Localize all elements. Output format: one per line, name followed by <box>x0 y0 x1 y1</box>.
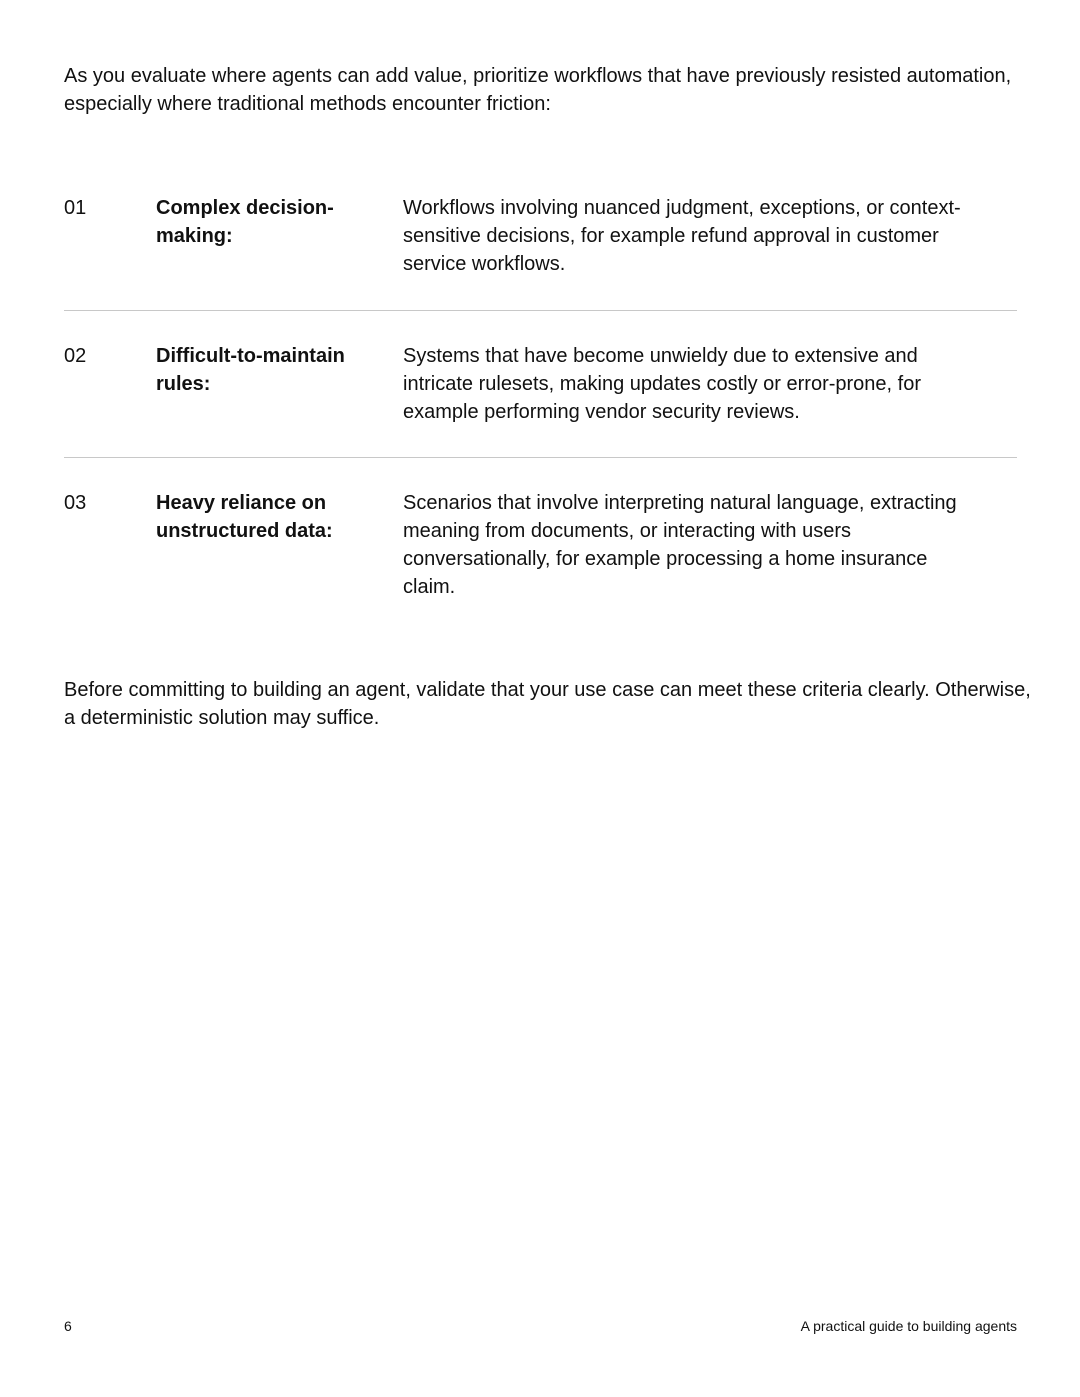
criteria-label: Heavy reliance on unstructured data: <box>156 492 333 542</box>
criteria-description: Systems that have become unwieldy due to extensive and intricate rulesets, making updates costly or error-prone, for example performing vendor security reviews. <box>403 345 921 423</box>
criteria-number: 03 <box>64 492 87 514</box>
criteria-description: Workflows involving nuanced judgment, exceptions, or context-sensitive decisions, for example refund approval in customer service workflows. <box>403 197 961 275</box>
footer-page-number: 6 <box>64 1318 72 1334</box>
intro-paragraph: As you evaluate where agents can add value, prioritize workflows that have previously resisted automation, especially where traditional methods encounter friction: <box>64 65 1012 115</box>
criteria-row <box>64 194 1017 310</box>
criteria-number: 02 <box>64 345 87 367</box>
criteria-list <box>64 194 1017 632</box>
criteria-description: Scenarios that involve interpreting natural language, extracting meaning from documents, or interacting with users conversationally, for example processing a home insurance claim. <box>403 492 957 598</box>
footer-document-title: A practical guide to building agents <box>800 1318 1017 1334</box>
criteria-row <box>64 311 1017 457</box>
criteria-label: Difficult-to-maintain rules: <box>156 345 345 395</box>
criteria-row <box>64 458 1017 632</box>
outro-paragraph: Before committing to building an agent, validate that your use case can meet these criteria clearly. Otherwise, a deterministic solution may suffice. <box>64 679 1031 729</box>
criteria-number: 01 <box>64 197 87 219</box>
criteria-label: Complex decision-making: <box>156 197 334 247</box>
